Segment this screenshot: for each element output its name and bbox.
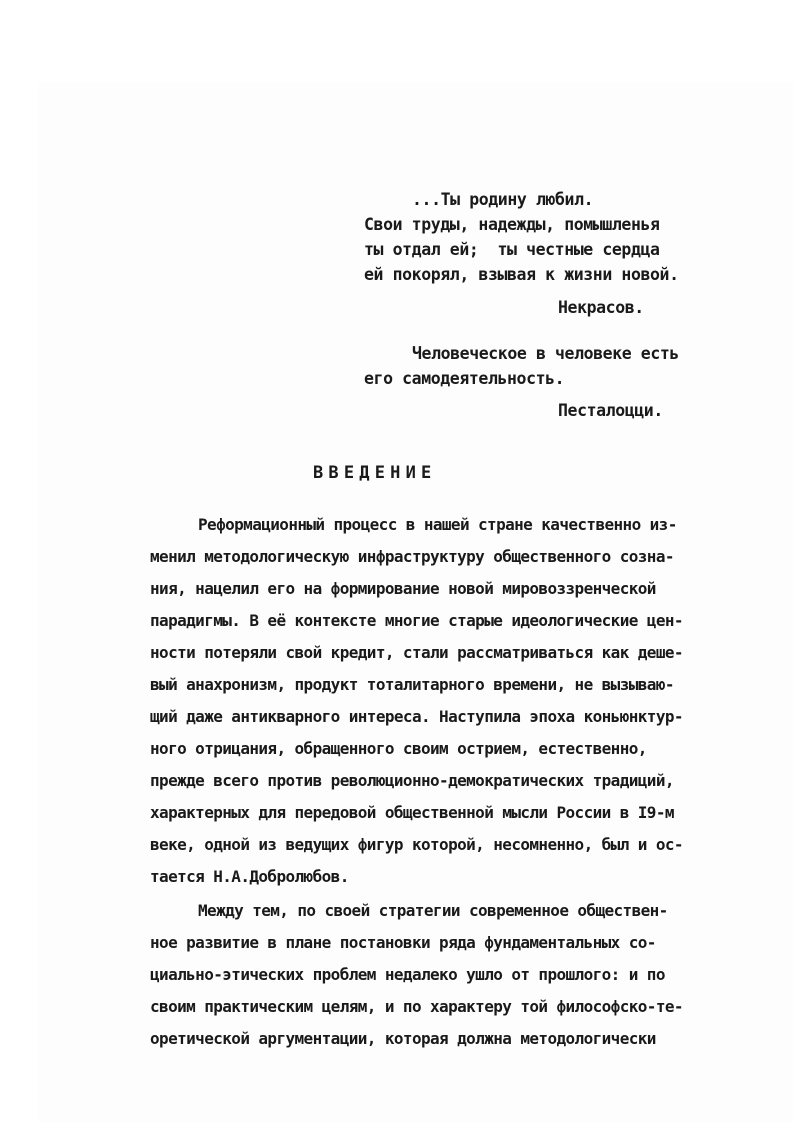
epigraph-author: Некрасов. xyxy=(558,298,644,317)
body-line: циально-этических проблем недалеко ушло от прошлого: и по xyxy=(150,965,665,984)
body-line: ния, нацелил его на формирование новой мировоззренческой xyxy=(150,579,656,598)
body-line: щий даже антикварного интереса. Наступила эпоха коньюнктур- xyxy=(150,707,683,726)
epigraph-line: Человеческое в человеке есть xyxy=(412,344,679,363)
body-line: прежде всего против революционно-демократических традиций, xyxy=(150,771,674,790)
body-line: оретической аргументации, которая должна методологически xyxy=(150,1029,656,1048)
epigraph-line: его самодеятельность. xyxy=(364,369,565,388)
body-line: ности потеряли свой кредит, стали рассматриваться как деше- xyxy=(150,643,683,662)
body-line: своим практическим целям, и по характеру той философско-те- xyxy=(150,997,683,1016)
body-line: ного отрицания, обращенного своим острием, естественно, xyxy=(150,739,647,758)
epigraph-line: ей покорял, взывая к жизни новой. xyxy=(364,265,679,284)
body-line: Между тем, по своей стратегии современное обществен- xyxy=(198,901,668,920)
body-line: менил методологическую инфраструктуру общественного созна- xyxy=(150,547,674,566)
scan-margin xyxy=(0,0,793,82)
epigraph-author: Песталоцци. xyxy=(558,401,663,420)
body-line: характерных для передовой общественной мысли России в I9-м xyxy=(150,803,674,822)
body-line: парадигмы. В её контексте многие старые идеологические цен- xyxy=(150,611,683,630)
section-heading: ВВЕДЕНИЕ xyxy=(313,463,437,483)
body-line: ное развитие в плане постановки ряда фундаментальных со- xyxy=(150,933,656,952)
epigraph-line: ты отдал ей; ты честные сердца xyxy=(364,240,660,259)
body-line: веке, одной из ведущих фигур которой, несомненно, был и ос- xyxy=(150,835,683,854)
epigraph-line: Свои труды, надежды, помышленья xyxy=(364,215,660,234)
body-line: Реформационный процесс в нашей стране качественно из- xyxy=(198,515,677,534)
epigraph-line: ...Ты родину любил. xyxy=(412,190,594,209)
body-line: тается Н.А.Добролюбов. xyxy=(150,867,349,886)
body-line: вый анахронизм, продукт тоталитарного времени, не вызываю- xyxy=(150,675,674,694)
